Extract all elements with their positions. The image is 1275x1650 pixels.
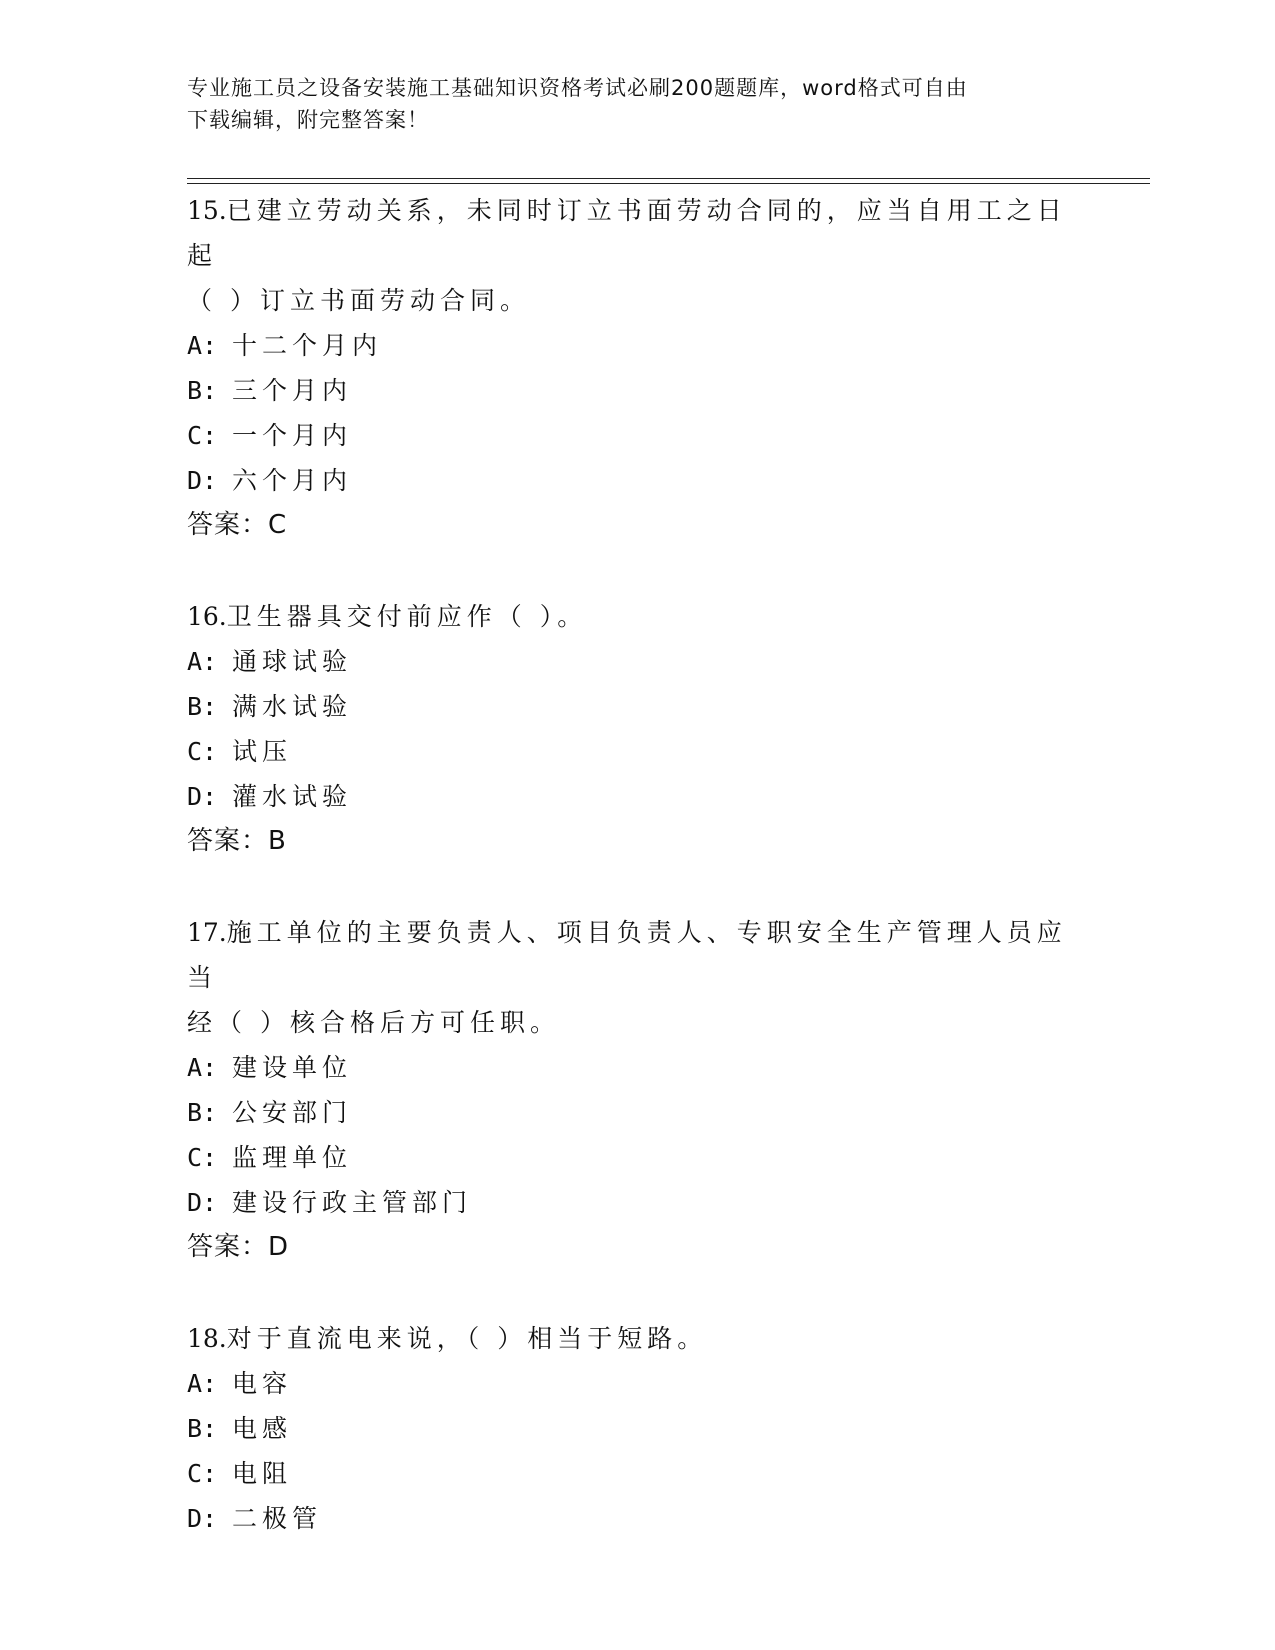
question-text-line-1: 对于直流电来说，（ ）相当于短路。 — [226, 1324, 708, 1353]
option-key: D: — [187, 1188, 218, 1217]
question-17 — [187, 910, 1087, 1270]
option-key: C: — [187, 1459, 218, 1488]
header-line-1: 专业施工员之设备安装施工基础知识资格考试必刷200题题库，word格式可自由 — [187, 76, 968, 100]
option-c — [187, 1451, 1087, 1496]
option-key: B: — [187, 376, 218, 405]
header-line-2: 下载编辑，附完整答案！ — [187, 108, 429, 132]
question-list — [187, 188, 1087, 1587]
option-d — [187, 458, 1087, 503]
option-text: 电容 — [232, 1369, 293, 1398]
answer-line: 答案：B — [187, 826, 287, 856]
question-stem — [187, 1316, 1087, 1361]
question-18 — [187, 1316, 1087, 1541]
option-key: A: — [187, 1053, 218, 1082]
option-a — [187, 323, 1087, 368]
option-key: B: — [187, 1414, 218, 1443]
option-key: B: — [187, 692, 218, 721]
option-text: 电感 — [232, 1414, 293, 1443]
option-c — [187, 729, 1087, 774]
option-text: 建设行政主管部门 — [232, 1188, 473, 1217]
question-number: 18. — [187, 1324, 227, 1353]
option-d — [187, 1496, 1087, 1541]
option-key: A: — [187, 1369, 218, 1398]
option-text: 满水试验 — [232, 692, 353, 721]
option-key: A: — [187, 331, 218, 360]
option-text: 建设单位 — [232, 1053, 353, 1082]
option-text: 三个月内 — [232, 376, 353, 405]
option-b — [187, 684, 1087, 729]
option-key: C: — [187, 421, 218, 450]
option-key: C: — [187, 737, 218, 766]
document-header — [187, 72, 1067, 136]
question-text-line-2: 经（ ）核合格后方可任职。 — [187, 1008, 560, 1037]
option-key: A: — [187, 647, 218, 676]
option-key: D: — [187, 1504, 218, 1533]
option-key: D: — [187, 782, 218, 811]
question-number: 15. — [187, 196, 227, 225]
answer-line: 答案：C — [187, 510, 288, 540]
question-15 — [187, 188, 1087, 548]
question-stem — [187, 188, 1087, 278]
answer-line: 答案：D — [187, 1232, 290, 1262]
option-key: B: — [187, 1098, 218, 1127]
option-key: D: — [187, 466, 218, 495]
question-text-line-1: 已建立劳动关系，未同时订立书面劳动合同的，应当自用工之日起 — [187, 196, 1067, 270]
option-text: 六个月内 — [232, 466, 353, 495]
option-text: 一个月内 — [232, 421, 353, 450]
option-key: C: — [187, 1143, 218, 1172]
option-text: 灌水试验 — [232, 782, 353, 811]
option-text: 十二个月内 — [232, 331, 383, 360]
option-text: 公安部门 — [232, 1098, 353, 1127]
option-a — [187, 1361, 1087, 1406]
header-divider-top — [187, 178, 1150, 179]
question-number: 17. — [187, 918, 227, 947]
option-b — [187, 1406, 1087, 1451]
question-16 — [187, 594, 1087, 864]
question-text-line-1: 施工单位的主要负责人、项目负责人、专职安全生产管理人员应当 — [187, 918, 1067, 992]
option-text: 通球试验 — [232, 647, 353, 676]
header-divider-bottom — [187, 183, 1150, 184]
option-text: 电阻 — [232, 1459, 293, 1488]
option-c — [187, 1135, 1087, 1180]
question-stem — [187, 910, 1087, 1000]
option-d — [187, 1180, 1087, 1225]
option-d — [187, 774, 1087, 819]
option-b — [187, 368, 1087, 413]
option-c — [187, 413, 1087, 458]
option-a — [187, 1045, 1087, 1090]
question-text-line-1: 卫生器具交付前应作（ ）。 — [226, 602, 588, 631]
question-number: 16. — [187, 602, 227, 631]
question-stem — [187, 594, 1087, 639]
question-text-line-2: （ ）订立书面劳动合同。 — [187, 286, 530, 315]
option-a — [187, 639, 1087, 684]
option-text: 试压 — [232, 737, 293, 766]
option-text: 二极管 — [232, 1504, 323, 1533]
option-text: 监理单位 — [232, 1143, 353, 1172]
option-b — [187, 1090, 1087, 1135]
